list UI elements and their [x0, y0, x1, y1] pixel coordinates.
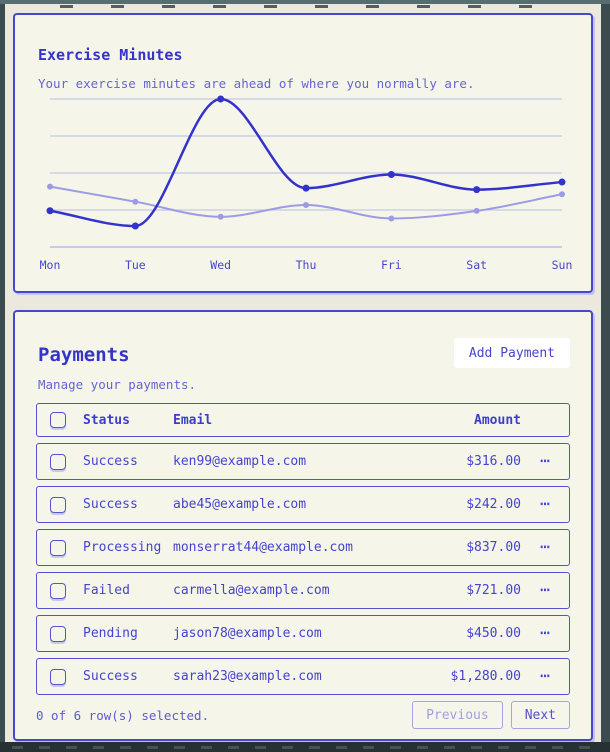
payment-status: Failed: [83, 583, 130, 598]
payment-email: jason78@example.com: [173, 626, 322, 641]
row-checkbox[interactable]: [50, 626, 66, 642]
payment-row: [36, 486, 570, 523]
payments-table-header-row: [36, 403, 570, 437]
series-average-point: [218, 214, 224, 220]
payments-card-subtitle: Manage your payments.: [38, 376, 197, 392]
ellipsis-icon[interactable]: ⋯: [540, 580, 550, 599]
payments-footer: [36, 701, 570, 729]
payment-row: [36, 572, 570, 609]
row-checkbox[interactable]: [50, 669, 66, 685]
payments-card-title: Payments: [38, 343, 130, 366]
payment-status: Success: [83, 669, 138, 684]
series-today-point: [132, 223, 139, 230]
page-background: [5, 4, 601, 742]
ellipsis-icon[interactable]: ⋯: [540, 494, 550, 513]
column-header-email: Email: [173, 412, 213, 428]
pagination: [412, 701, 570, 729]
payment-status: Processing: [83, 540, 162, 555]
series-average-point: [559, 191, 565, 197]
payment-row: [36, 615, 570, 652]
select-all-checkbox[interactable]: [50, 412, 66, 428]
payment-status: Success: [83, 497, 138, 512]
ellipsis-icon[interactable]: ⋯: [540, 451, 550, 470]
payment-amount: $721.00: [466, 583, 521, 598]
series-today-point: [473, 186, 480, 193]
series-today-point: [388, 171, 395, 178]
series-today-point: [47, 207, 54, 214]
series-average-point: [388, 215, 394, 221]
series-today-point: [217, 96, 224, 103]
series-average-point: [132, 199, 138, 205]
add-payment-button[interactable]: Add Payment: [454, 338, 570, 368]
x-tick-label: Sun: [551, 258, 573, 272]
payment-email: monserrat44@example.com: [173, 540, 354, 555]
series-average-point: [474, 208, 480, 214]
payment-amount: $242.00: [466, 497, 521, 512]
clipped-content-dashes-top: [60, 5, 566, 8]
column-header-amount: Amount: [474, 412, 521, 428]
payment-email: sarah23@example.com: [173, 669, 322, 684]
exercise-card-title: Exercise Minutes: [38, 46, 183, 65]
payment-status: Success: [83, 454, 138, 469]
x-tick-label: Thu: [295, 258, 317, 272]
row-actions: [521, 668, 569, 685]
payment-status: Pending: [83, 626, 138, 641]
x-tick-label: Tue: [124, 258, 146, 272]
exercise-minutes-card: [13, 13, 593, 293]
exercise-card-subtitle: Your exercise minutes are ahead of where you normally are.: [38, 75, 475, 91]
row-actions: [521, 453, 569, 470]
payment-row: [36, 658, 570, 695]
payments-table-body: [36, 443, 570, 695]
row-checkbox[interactable]: [50, 454, 66, 470]
ellipsis-icon[interactable]: ⋯: [540, 537, 550, 556]
payment-amount: $1,280.00: [450, 669, 521, 684]
payment-email: abe45@example.com: [173, 497, 307, 512]
row-actions: [521, 582, 569, 599]
x-tick-label: Wed: [210, 258, 232, 272]
x-tick-label: Fri: [380, 258, 402, 272]
row-checkbox[interactable]: [50, 540, 66, 556]
row-actions: [521, 625, 569, 642]
payment-email: ken99@example.com: [173, 454, 307, 469]
ellipsis-icon[interactable]: ⋯: [540, 623, 550, 642]
exercise-line-chart: [15, 85, 591, 285]
row-checkbox[interactable]: [50, 497, 66, 513]
payment-amount: $450.00: [466, 626, 521, 641]
next-page-button[interactable]: Next: [511, 701, 570, 729]
payments-card: [13, 310, 593, 741]
x-tick-label: Sat: [466, 258, 488, 272]
row-checkbox[interactable]: [50, 583, 66, 599]
series-today-point: [303, 185, 310, 192]
series-today-point: [559, 179, 566, 186]
payment-amount: $316.00: [466, 454, 521, 469]
payments-table: [36, 403, 570, 701]
row-actions: [521, 496, 569, 513]
payment-amount: $837.00: [466, 540, 521, 555]
series-average-point: [47, 184, 53, 190]
clipped-content-dashes-bottom: [12, 746, 598, 749]
payment-email: carmella@example.com: [173, 583, 330, 598]
ellipsis-icon[interactable]: ⋯: [540, 666, 550, 685]
series-average-point: [303, 202, 309, 208]
x-tick-label: Mon: [39, 258, 61, 272]
column-header-status: Status: [83, 412, 130, 428]
payment-row: [36, 443, 570, 480]
previous-page-button[interactable]: Previous: [412, 701, 503, 729]
window-frame-bottom: [0, 742, 610, 752]
rows-selected-text: 0 of 6 row(s) selected.: [36, 707, 210, 723]
payment-row: [36, 529, 570, 566]
row-actions: [521, 539, 569, 556]
